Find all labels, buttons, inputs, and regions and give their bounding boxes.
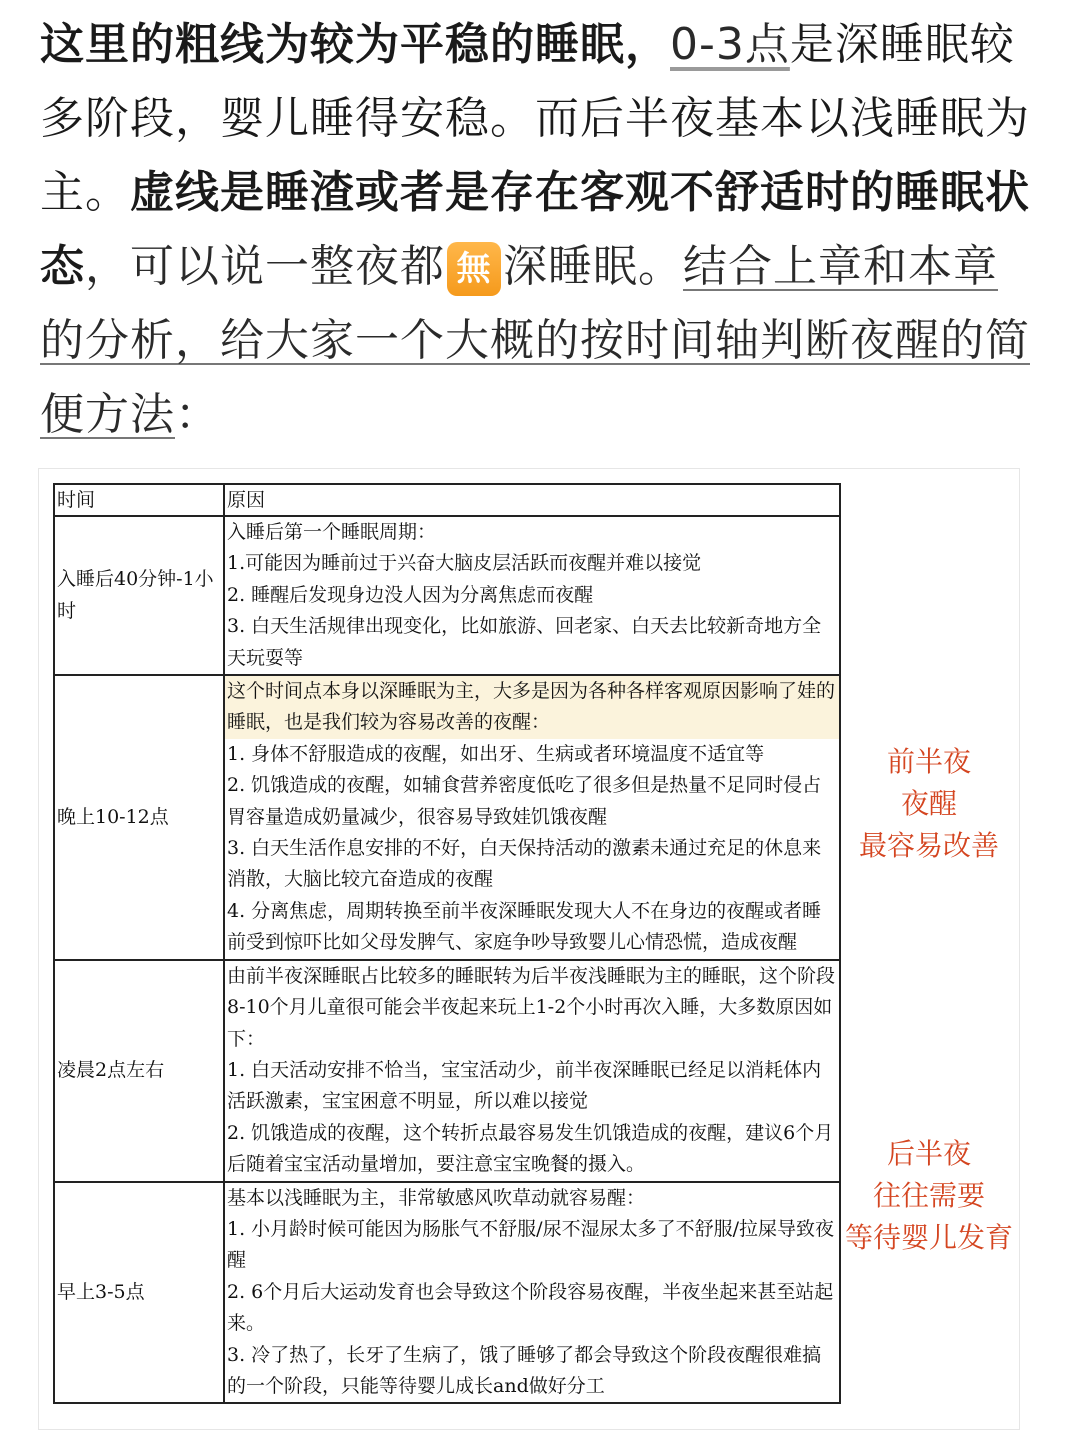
row-reason: [224, 960, 840, 1182]
row-time: 入睡后40分钟-1小时: [54, 516, 224, 675]
intro-link[interactable]: 结合上章和本章的分析，给大家一个大概的按时间轴判断夜醒的简便方法: [40, 241, 1030, 440]
row-time: 早上3-5点: [54, 1182, 224, 1404]
table-header-row: [54, 484, 840, 516]
reason-line: 3. 白天生活规律出现变化，比如旅游、回老家、白天去比较新奇地方全天玩耍等: [227, 615, 822, 669]
annotation-line: 前半夜: [886, 745, 971, 778]
reason-line: 1. 白天活动安排不恰当，宝宝活动少，前半夜深睡眠已经足以消耗体内活跃激素，宝宝困意不明显，所以难以接觉: [227, 1058, 822, 1113]
none-emoji-icon: 無: [447, 242, 501, 296]
row-time: 晚上10-12点: [54, 675, 224, 960]
intro-paragraph: [40, 8, 1040, 452]
row-time: 凌晨2点左右: [54, 960, 224, 1182]
intro-text-5: 深睡眠。: [503, 241, 683, 292]
reason-line: 基本以浅睡眠为主，非常敏感风吹草动就容易醒：: [227, 1186, 646, 1209]
annotation-line: 往往需要: [872, 1179, 985, 1212]
night-waking-table: [53, 483, 841, 1404]
table-row: [54, 1182, 840, 1404]
intro-colon: ：: [175, 389, 220, 440]
second-half-annotation: [839, 1133, 1019, 1259]
row-reason: [224, 516, 840, 675]
row-reason: [224, 675, 840, 960]
reason-line: 1. 小月龄时候可能因为肠胀气不舒服/尿不湿尿太多了不舒服/拉屎导致夜醒: [227, 1217, 834, 1272]
reason-line: 2. 6个月后大运动发育也会导致这个阶段容易夜醒，半夜坐起来甚至站起来。: [227, 1280, 834, 1335]
header-time: 时间: [54, 484, 224, 516]
intro-bold-2: 是深睡眠较多阶段，婴儿睡得安稳。而后半夜基本以浅睡眠为主。: [40, 19, 1030, 218]
reason-line: 入睡后第一个睡眠周期：: [227, 521, 437, 543]
row-reason: [224, 1182, 840, 1404]
intro-bold-1: 这里的粗线为较为平稳的睡眠，: [40, 19, 670, 70]
header-reason: 原因: [224, 484, 840, 516]
first-half-annotation: [839, 741, 1019, 867]
table-image-card: [38, 468, 1020, 1430]
reason-line: 2. 饥饿造成的夜醒，这个转折点最容易发生饥饿造成的夜醒，建议6个月后随着宝宝活动量增加，要注意宝宝晚餐的摄入。: [227, 1121, 834, 1176]
reason-line: 3. 冷了热了，长牙了生病了，饿了睡够了都会导致这个阶段夜醒很难搞的一个阶段，只能等待婴儿成长and做好分工: [227, 1343, 822, 1397]
annotation-line: 等待婴儿发育: [844, 1221, 1013, 1254]
reason-line: 4. 分离焦虑，周期转换至前半夜深睡眠发现大人不在身边的夜醒或者睡前受到惊吓比如父母发脾气、家庭争吵导致婴儿心情恐慌，造成夜醒: [227, 899, 822, 954]
intro-bold-3: 虚线是睡渣或者是存在客观不舒适时的睡眠状态: [40, 167, 1030, 292]
intro-time-range: 0-3点: [670, 19, 790, 70]
table-row: [54, 675, 840, 960]
intro-text-4: ，可以说一整夜都: [85, 241, 445, 292]
reason-line: 1. 身体不舒服造成的夜醒，如出牙、生病或者环境温度不适宜等: [227, 742, 765, 765]
reason-line: 1.可能因为睡前过于兴奋大脑皮层活跃而夜醒并难以接觉: [227, 552, 702, 575]
reason-line: 2. 饥饿造成的夜醒，如辅食营养密度低吃了很多但是热量不足同时侵占胃容量造成奶量减少，很容易导致娃饥饿夜醒: [227, 774, 822, 828]
reason-line: 3. 白天生活作息安排的不好，白天保持活动的激素未通过充足的休息来消散，大脑比较亢奋造成的夜醒: [227, 837, 822, 891]
annotation-line: 夜醒: [900, 787, 957, 820]
reason-line: 由前半夜深睡眠占比较多的睡眠转为后半夜浅睡眠为主的睡眠，这个阶段8-10个月儿童很可能会半夜起来玩上1-2个小时再次入睡，大多数原因如下：: [227, 964, 836, 1050]
reason-line: 2. 睡醒后发现身边没人因为分离焦虑而夜醒: [227, 583, 594, 606]
annotation-line: 最容易改善: [858, 829, 999, 862]
table-row: [54, 516, 840, 675]
annotation-line: 后半夜: [886, 1137, 971, 1170]
highlighted-text: 这个时间点本身以深睡眠为主，大多是因为各种各样客观原因影响了娃的睡眠，也是我们较为容易改善的夜醒：: [225, 676, 839, 739]
table-row: [54, 960, 840, 1182]
